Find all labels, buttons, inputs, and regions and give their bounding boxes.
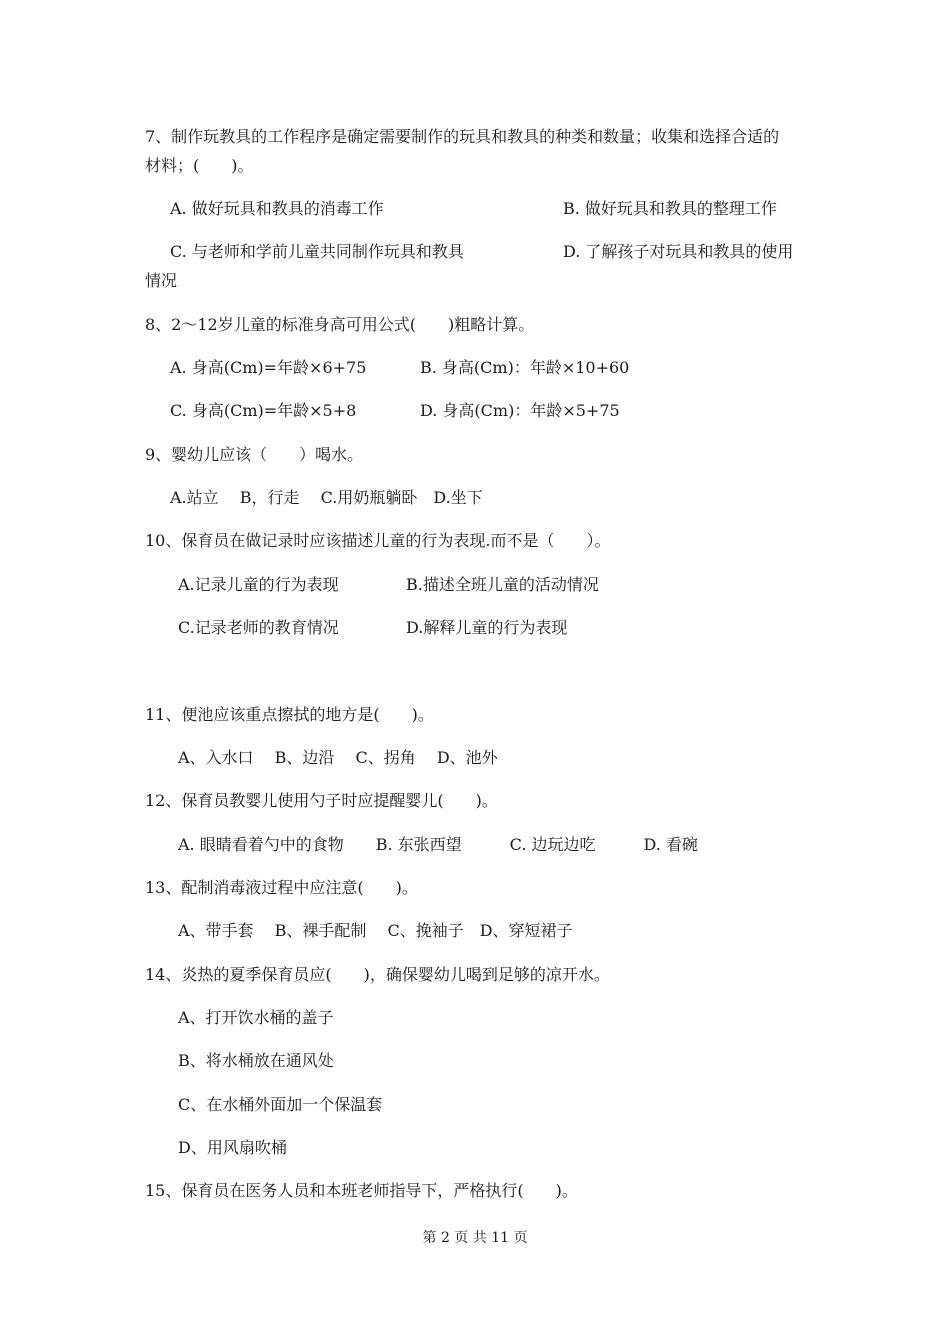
- q8-option-b: B. 身高(Cm)：年龄×10+60: [420, 358, 630, 377]
- q10-option-b: B.描述全班儿童的活动情况: [406, 575, 599, 594]
- q14-option-d: D、用风扇吹桶: [178, 1138, 287, 1157]
- q7-option-c: C. 与老师和学前儿童共同制作玩具和教具: [170, 242, 464, 261]
- q10-stem: 10、保育员在做记录时应该描述儿童的行为表现.而不是（ ）。: [145, 531, 611, 550]
- page-number-footer: 第 2 页 共 11 页: [422, 1230, 528, 1246]
- q14-option-c: C、在水桶外面加一个保温套: [178, 1095, 383, 1114]
- q11-stem: 11、便池应该重点擦拭的地方是( )。: [145, 705, 434, 724]
- q14-option-a: A、打开饮水桶的盖子: [178, 1008, 334, 1027]
- q9-stem: 9、婴幼儿应该（ ）喝水。: [145, 445, 364, 464]
- q11-options: A、入水口 B、边沿 C、拐角 D、池外: [178, 748, 498, 767]
- q12-stem: 12、保育员教婴儿使用勺子时应提醒婴儿( )。: [145, 791, 498, 810]
- q8-option-d: D. 身高(Cm)：年龄×5+75: [420, 401, 620, 420]
- q14-stem: 14、炎热的夏季保育员应( )，确保婴幼儿喝到足够的凉开水。: [145, 965, 610, 984]
- q7-option-d: D. 了解孩子对玩具和教具的使用: [563, 242, 794, 261]
- q14-option-b: B、将水桶放在通风处: [178, 1051, 334, 1070]
- q8-stem: 8、2～12岁儿童的标准身高可用公式( )粗略计算。: [145, 315, 535, 334]
- q8-option-a: A. 身高(Cm)=年龄×6+75: [170, 358, 367, 377]
- q7-stem-line1: 7、制作玩教具的工作程序是确定需要制作的玩具和教具的种类和数量；收集和选择合适的: [145, 127, 780, 146]
- q7-option-d-cont: 情况: [145, 271, 178, 290]
- q9-options: A.站立 B，行走 C.用奶瓶躺卧 D.坐下: [170, 488, 483, 507]
- q15-stem: 15、保育员在医务人员和本班老师指导下，严格执行( )。: [145, 1181, 578, 1200]
- q12-options: A. 眼睛看着勺中的食物 B. 东张西望 C. 边玩边吃 D. 看碗: [178, 835, 698, 854]
- q8-option-c: C. 身高(Cm)=年龄×5+8: [170, 401, 357, 420]
- q13-stem: 13、配制消毒液过程中应注意( )。: [145, 878, 418, 897]
- q7-option-a: A. 做好玩具和教具的消毒工作: [170, 199, 384, 218]
- q10-option-a: A.记录儿童的行为表现: [178, 575, 339, 594]
- q10-option-d: D.解释儿童的行为表现: [406, 618, 568, 637]
- q10-option-c: C.记录老师的教育情况: [178, 618, 339, 637]
- q7-option-b: B. 做好玩具和教具的整理工作: [563, 199, 777, 218]
- q7-stem-line2: 材料；( )。: [145, 156, 254, 175]
- q13-options: A、带手套 B、裸手配制 C、挽袖子 D、穿短裙子: [178, 921, 573, 940]
